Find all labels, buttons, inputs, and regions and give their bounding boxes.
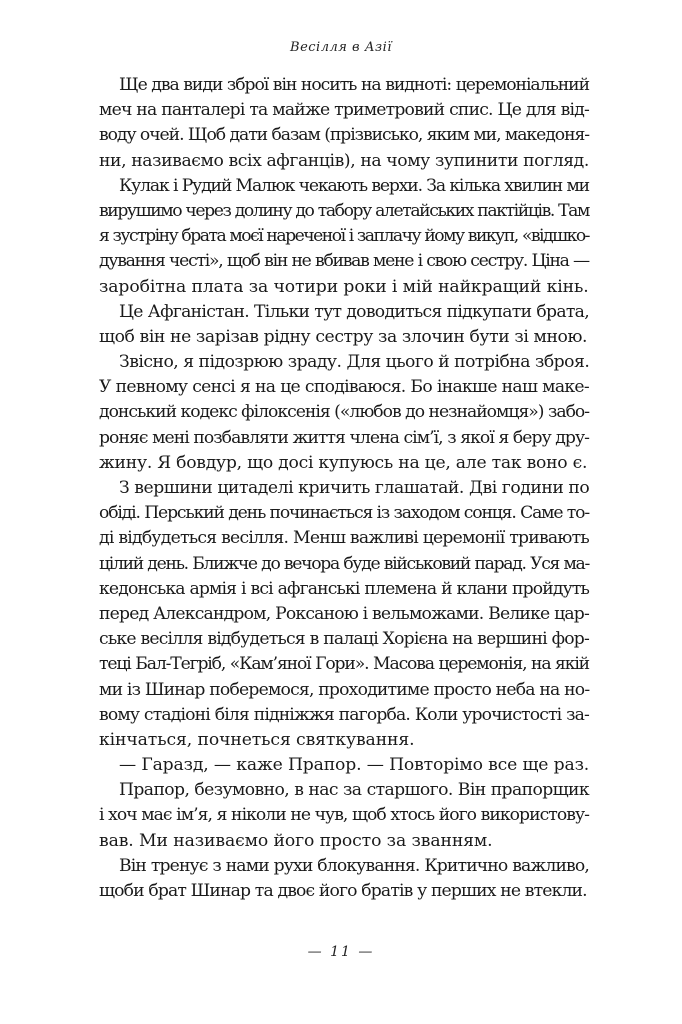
text-line: дування честі», щоб він не вбивав мене і свою сестру. Ціна — — [99, 251, 589, 272]
paragraph — [99, 174, 589, 300]
running-head: Весілля в Азії — [290, 40, 392, 55]
text-line: вирушимо через долину до табору алетайських пактійців. Там — [99, 200, 589, 221]
text-line: ни, називаємо всіх афганців), на чому зупинити погляд. — [99, 150, 589, 171]
text-line: вав. Ми називаємо його просто за званням. — [99, 830, 493, 851]
text-line: цілий день. Ближче до вечора буде військовий парад. Уся ма- — [99, 553, 589, 574]
body-text — [99, 73, 589, 904]
text-line: Прапор, безумовно, в нас за старшого. Він прапорщик — [119, 780, 589, 801]
text-line: З вершини цитаделі кричить глашатай. Дві години по — [119, 478, 590, 498]
text-line: перед Александром, Роксаною і вельможами. Велике цар- — [99, 603, 589, 624]
paragraph — [99, 778, 589, 854]
paragraph — [99, 753, 589, 778]
text-line: Звісно, я підозрюю зраду. Для цього й потрібна зброя. — [119, 352, 590, 373]
text-line: воду очей. Щоб дати базам (прізвисько, яким ми, македоня- — [99, 125, 590, 146]
text-line: кінчаться, почнеться святкування. — [99, 729, 415, 750]
text-line: теці Бал-Тегріб, «Кам’яної Гори». Масова церемонія, на якій — [99, 654, 589, 675]
text-line: жину. Я бовдур, що досі купуюсь на це, але так воно є. — [99, 452, 588, 473]
text-line: Ще два види зброї він носить на видноті: церемоніальний — [119, 75, 589, 95]
paragraph — [99, 73, 589, 174]
text-line: ське весілля відбудеться в палаці Хорієна на вершині фор- — [99, 629, 589, 650]
text-line: роняє мені позбавляти життя члена сім’ї, з якої я беру дру- — [99, 427, 589, 448]
text-line: кедонська армія і всі афганські племена й клани пройдуть — [99, 578, 589, 599]
paragraph — [99, 854, 589, 904]
text-line: Він тренує з нами рухи блокування. Критично важливо, — [119, 855, 589, 876]
paragraph — [99, 476, 589, 753]
text-line: Кулак і Рудий Малюк чекають верхи. За кілька хвилин ми — [119, 175, 589, 196]
text-line: і хоч має ім’я, я ніколи не чув, щоб хтось його використову- — [99, 805, 589, 826]
text-line: ми із Шинар поберемося, проходитиме просто неба на но- — [99, 679, 590, 700]
text-line: щоб він не зарізав рідну сестру за злочин бути зі мною. — [99, 326, 588, 347]
text-line: У певному сенсі я на це сподіваюся. Бо інакше наш маке- — [99, 377, 589, 398]
text-line: — Гаразд, — каже Прапор. — Повторімо все ще раз. — [119, 755, 590, 776]
text-line: я зустріну брата моєї нареченої і заплачу йому викуп, «відшко- — [99, 226, 589, 247]
paragraph — [99, 300, 589, 350]
text-line: заробітна плата за чотири роки і мій найкращий кінь. — [99, 276, 589, 297]
text-line: меч на панталері та майже триметровий спис. Це для від- — [99, 100, 589, 121]
text-line: щоби брат Шинар та двоє його братів у перших не втекли. — [99, 881, 587, 901]
text-line: донський кодекс філоксенія («любов до незнайомця») забо- — [99, 402, 590, 423]
page-number: — 11 — — [307, 944, 375, 960]
text-line: Це Афганістан. Тільки тут доводиться підкупати брата, — [119, 301, 589, 322]
paragraph — [99, 350, 589, 476]
text-line: вому стадіоні біля підніжжя пагорба. Коли урочистості за- — [99, 704, 589, 725]
text-line: обіді. Перський день починається із заходом сонця. Саме то- — [99, 503, 589, 524]
text-line: ді відбудеться весілля. Менш важливі церемонії тривають — [99, 528, 589, 549]
